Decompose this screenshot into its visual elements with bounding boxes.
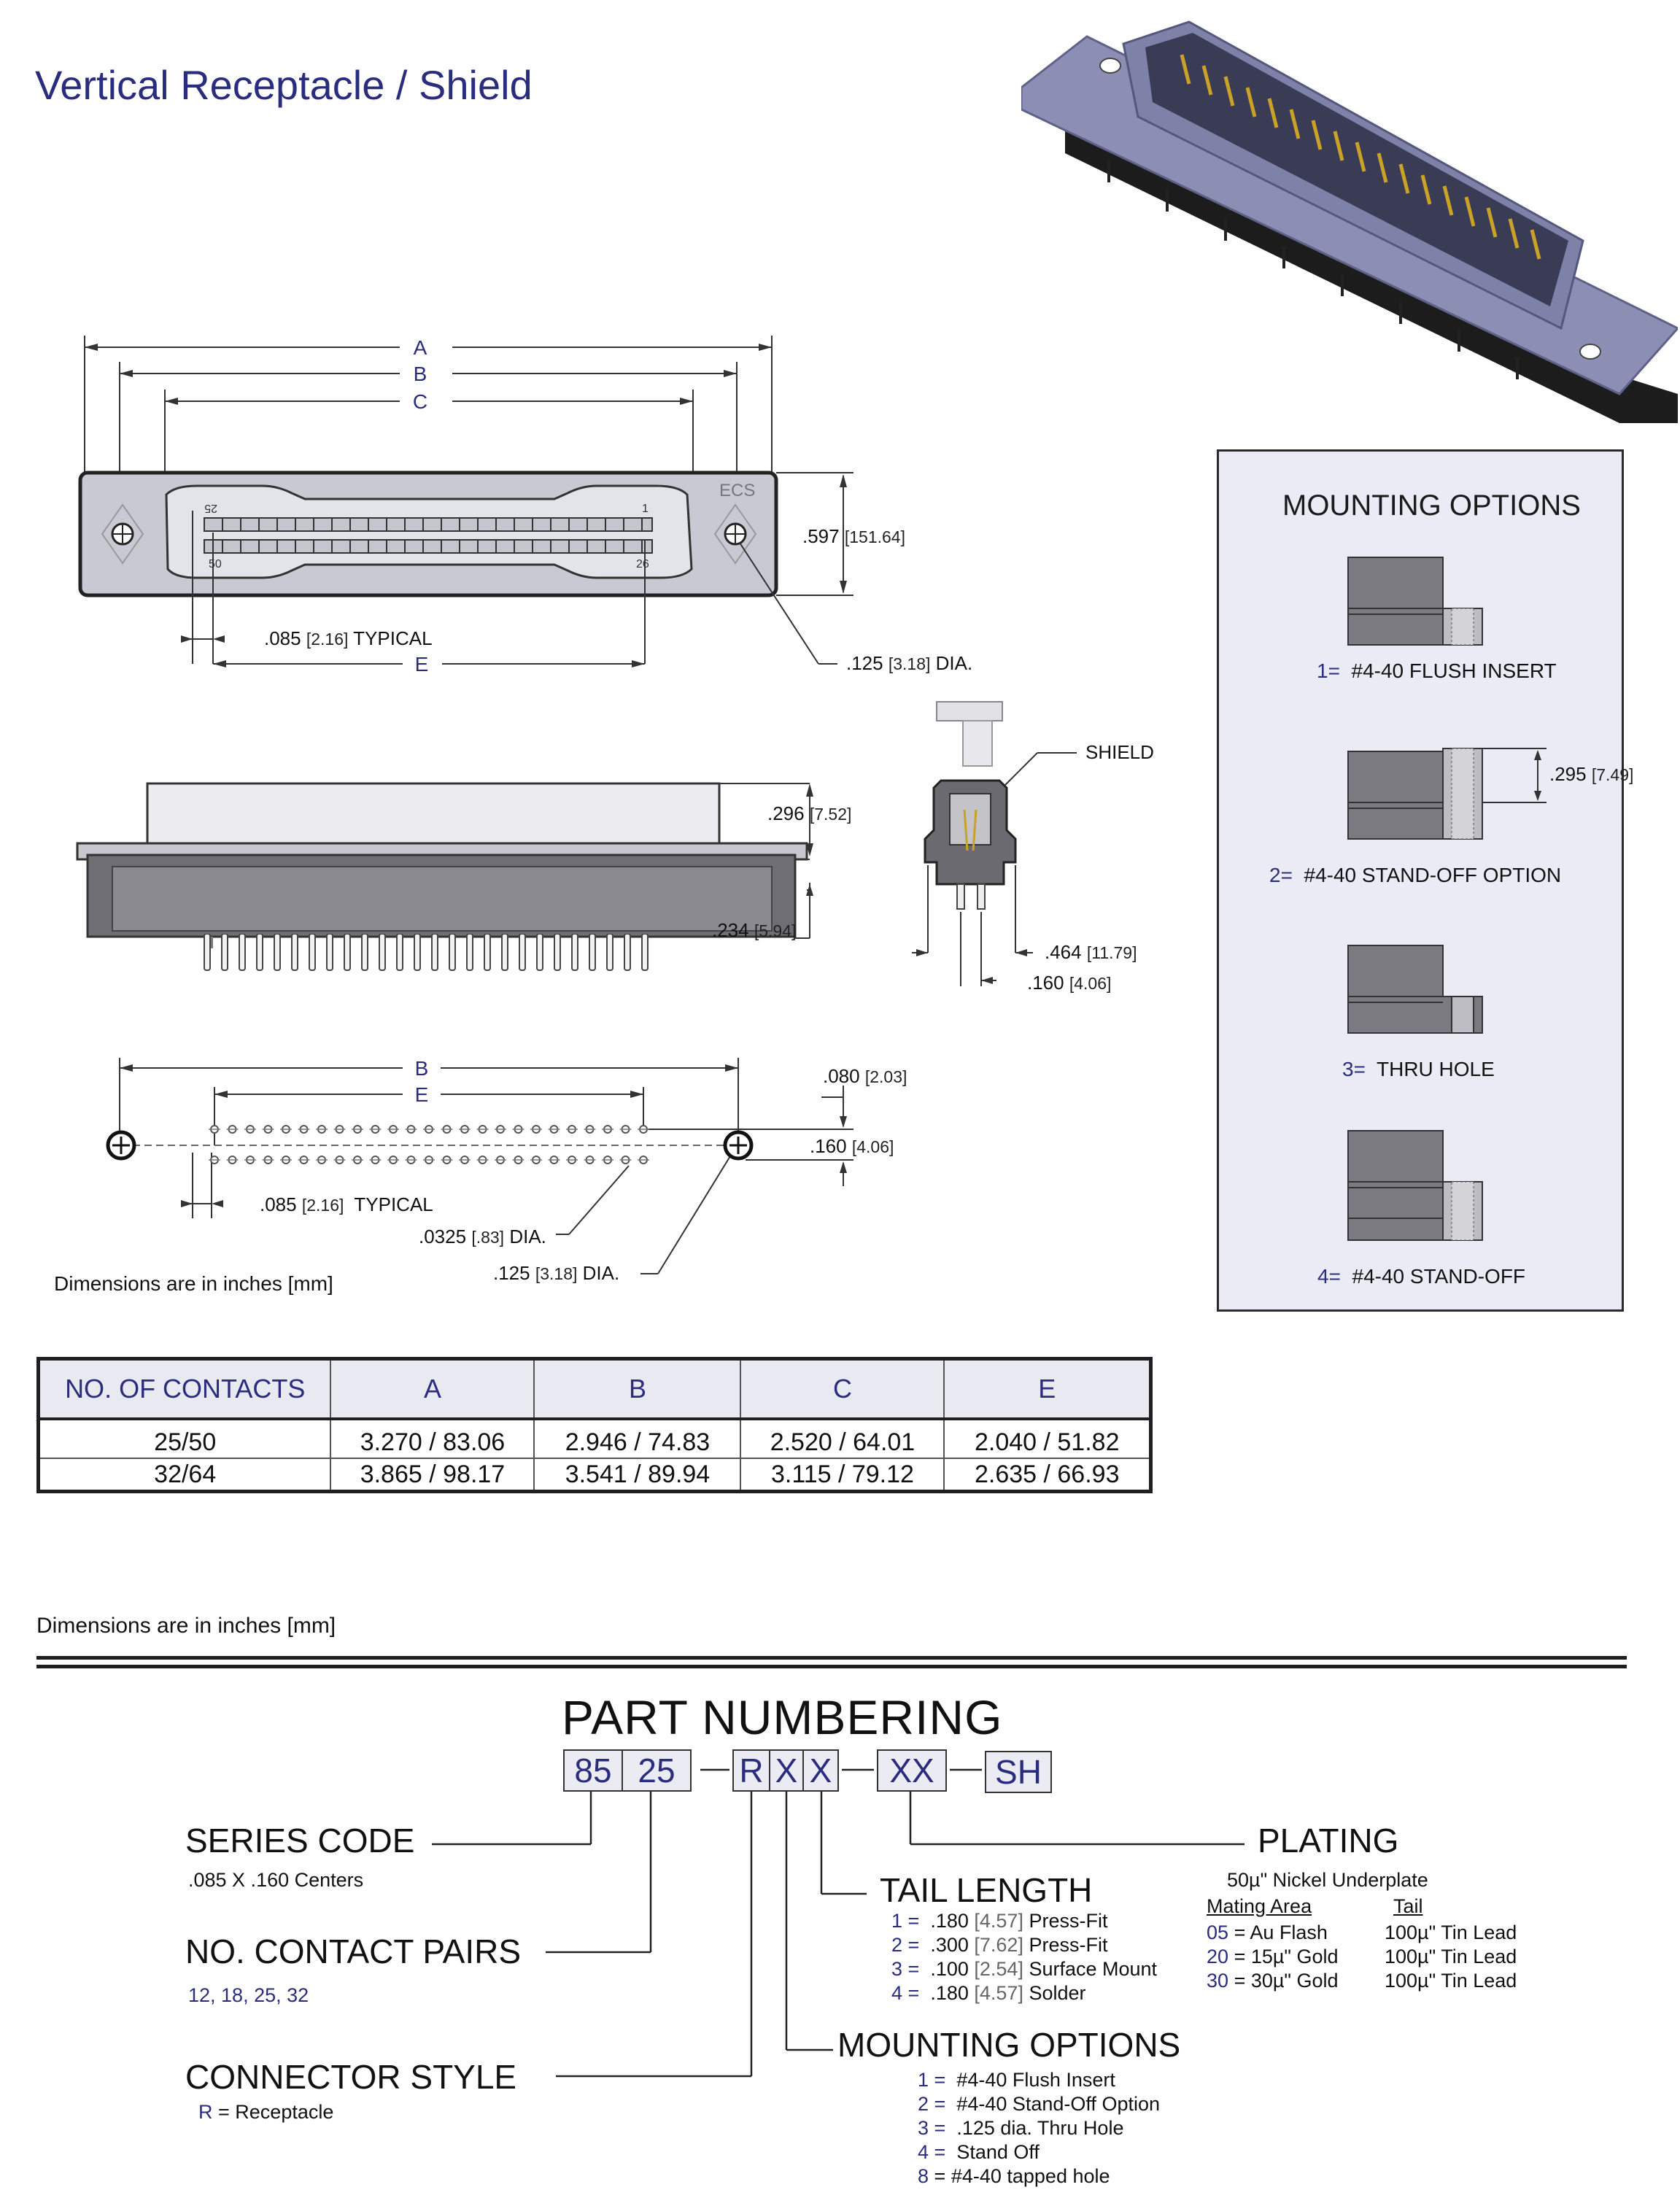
table-cell: 2.635 / 66.93 bbox=[944, 1458, 1150, 1492]
col-header-e: E bbox=[944, 1359, 1150, 1420]
dim-c-label: C bbox=[412, 390, 428, 413]
table-header-row bbox=[39, 1359, 1151, 1420]
pn-mounting-item: 1 = #4-40 Flush Insert bbox=[918, 2069, 1115, 2091]
option-1-diagram bbox=[1348, 557, 1482, 645]
contact-pairs-values: 12, 18, 25, 32 bbox=[188, 1984, 309, 2006]
page-title: Vertical Receptacle / Shield bbox=[35, 62, 533, 108]
tail-length-item: 2 = .300 [7.62] Press-Fit bbox=[891, 1934, 1108, 1956]
fp-dim-e-label: E bbox=[414, 1083, 429, 1106]
pn-mounting-item: 4 = Stand Off bbox=[918, 2141, 1040, 2163]
pn-mounting-item: 3 = .125 dia. Thru Hole bbox=[918, 2117, 1124, 2139]
pin-label-25: 25 bbox=[204, 502, 217, 514]
tail-length-item: 4 = .180 [4.57] Solder bbox=[891, 1982, 1086, 2004]
plating-col-mating: Mating Area bbox=[1207, 1895, 1312, 1917]
plating-row-tail: 100µ" Tin Lead bbox=[1385, 1922, 1517, 1943]
pn-box-pairs: 25 bbox=[622, 1749, 692, 1792]
end-width-dim: .464 [11.79] bbox=[1045, 941, 1137, 963]
plating-row-tail: 100µ" Tin Lead bbox=[1385, 1970, 1517, 1992]
shield-label: SHIELD bbox=[1085, 741, 1154, 763]
pn-box-style: R bbox=[732, 1749, 770, 1792]
plating-row: 30 = 30µ" Gold bbox=[1207, 1970, 1339, 1992]
mounting-option-3: 3= THRU HOLE bbox=[1342, 1058, 1495, 1080]
table-cell: 2.946 / 74.83 bbox=[534, 1419, 740, 1458]
connector-style-title: CONNECTOR STYLE bbox=[185, 2058, 517, 2096]
top-height-dim: .597 [151.64] bbox=[802, 525, 905, 547]
top-view-drawing bbox=[0, 321, 1021, 700]
pn-box-plating: XX bbox=[877, 1749, 947, 1792]
end-row-spacing-dim: .160 [4.06] bbox=[1027, 972, 1112, 994]
dim-b-label: B bbox=[413, 363, 427, 385]
dim-a-label: A bbox=[413, 336, 427, 359]
table-row bbox=[39, 1419, 1151, 1458]
plating-row: 20 = 15µ" Gold bbox=[1207, 1946, 1339, 1967]
fp-pin-dia-dim: .0325 [.83] DIA. bbox=[419, 1226, 546, 1247]
plating-row-tail: 100µ" Tin Lead bbox=[1385, 1946, 1517, 1967]
option-2-diagram bbox=[1348, 748, 1547, 839]
table-cell: 32/64 bbox=[154, 1460, 217, 1488]
series-code-title: SERIES CODE bbox=[185, 1822, 415, 1860]
fp-dim-b-label: B bbox=[414, 1057, 429, 1080]
mounting-options-title: MOUNTING OPTIONS bbox=[1282, 489, 1581, 522]
table-row bbox=[39, 1458, 1151, 1492]
side-view-tail-dim bbox=[795, 883, 817, 948]
pn-box-tail: X bbox=[802, 1749, 839, 1792]
pn-mounting-options-title: MOUNTING OPTIONS bbox=[837, 2026, 1181, 2064]
series-code-desc: .085 X .160 Centers bbox=[188, 1869, 364, 1891]
pin-label-26: 26 bbox=[636, 558, 649, 570]
table-cell: 25/50 bbox=[39, 1419, 331, 1458]
pn-mounting-item: 8 = #4-40 tapped hole bbox=[918, 2165, 1110, 2187]
top-pitch-dim: .085 [2.16] TYPICAL bbox=[264, 627, 433, 649]
table-cell: 2.520 / 64.01 bbox=[740, 1419, 944, 1458]
pin-label-50: 50 bbox=[209, 558, 222, 570]
top-hole-dia-dim: .125 [3.18] DIA. bbox=[846, 652, 973, 674]
col-header-b: B bbox=[534, 1359, 740, 1420]
standoff-dim: .295 [7.49] bbox=[1549, 763, 1634, 785]
col-header-contacts: NO. OF CONTACTS bbox=[39, 1359, 331, 1420]
mounting-option-1: 1= #4-40 FLUSH INSERT bbox=[1317, 659, 1557, 682]
mounting-option-4: 4= #4-40 STAND-OFF bbox=[1317, 1265, 1526, 1288]
shell-height-dim: .296 [7.52] bbox=[767, 802, 852, 824]
pin-label-1: 1 bbox=[642, 503, 649, 515]
fp-row-spacing-dim: .160 [4.06] bbox=[810, 1135, 894, 1157]
dimension-table bbox=[36, 1357, 1153, 1493]
option-3-diagram bbox=[1348, 945, 1482, 1033]
fp-hole-dia-dim: .125 [3.18] DIA. bbox=[493, 1262, 620, 1284]
divider-rule-bottom bbox=[36, 1665, 1627, 1668]
pn-box-series: 85 bbox=[563, 1749, 623, 1792]
fp-stagger-dim: .080 [2.03] bbox=[823, 1065, 907, 1087]
plating-title: PLATING bbox=[1258, 1822, 1399, 1860]
mounting-option-2: 2= #4-40 STAND-OFF OPTION bbox=[1269, 864, 1562, 886]
pn-box-mounting: X bbox=[769, 1749, 804, 1792]
ecs-mark: ECS bbox=[719, 481, 756, 500]
table-cell: 3.865 / 98.17 bbox=[330, 1458, 534, 1492]
col-header-c: C bbox=[740, 1359, 944, 1420]
tail-length-item: 3 = .100 [2.54] Surface Mount bbox=[891, 1958, 1158, 1980]
plating-underplate: 50µ" Nickel Underplate bbox=[1227, 1869, 1428, 1891]
plating-row: 05 = Au Flash bbox=[1207, 1922, 1328, 1943]
pn-box-shield: SH bbox=[985, 1751, 1052, 1793]
dims-note-1: Dimensions are in inches [mm] bbox=[54, 1272, 333, 1295]
tail-length-item: 1 = .180 [4.57] Press-Fit bbox=[891, 1910, 1108, 1932]
part-numbering-title: PART NUMBERING bbox=[562, 1690, 1003, 1744]
tail-length-title: TAIL LENGTH bbox=[880, 1871, 1093, 1909]
table-cell: 2.040 / 51.82 bbox=[944, 1419, 1150, 1458]
table-cell: 3.115 / 79.12 bbox=[740, 1458, 944, 1492]
dim-e-label: E bbox=[414, 653, 429, 676]
fp-hole-right bbox=[725, 1132, 751, 1158]
fp-pitch-dim: .085 [2.16] TYPICAL bbox=[260, 1193, 433, 1215]
table-cell: 3.270 / 83.06 bbox=[330, 1419, 534, 1458]
footprint-drawing bbox=[0, 1043, 934, 1291]
dims-note-2: Dimensions are in inches [mm] bbox=[36, 1614, 336, 1638]
option-4-diagram bbox=[1348, 1131, 1482, 1240]
table-cell: 3.541 / 89.94 bbox=[534, 1458, 740, 1492]
side-view-pins bbox=[197, 934, 664, 979]
pn-mounting-item: 2 = #4-40 Stand-Off Option bbox=[918, 2093, 1160, 2115]
connector-style-desc: R = Receptacle bbox=[198, 2101, 334, 2123]
connector-product-image bbox=[1021, 15, 1678, 430]
plating-col-tail: Tail bbox=[1393, 1895, 1423, 1917]
contact-pairs-title: NO. CONTACT PAIRS bbox=[185, 1932, 522, 1970]
divider-rule-top bbox=[36, 1656, 1627, 1660]
col-header-a: A bbox=[330, 1359, 534, 1420]
tail-height-dim: .234 [5.94] bbox=[712, 919, 797, 941]
fp-hole-left bbox=[108, 1132, 134, 1158]
